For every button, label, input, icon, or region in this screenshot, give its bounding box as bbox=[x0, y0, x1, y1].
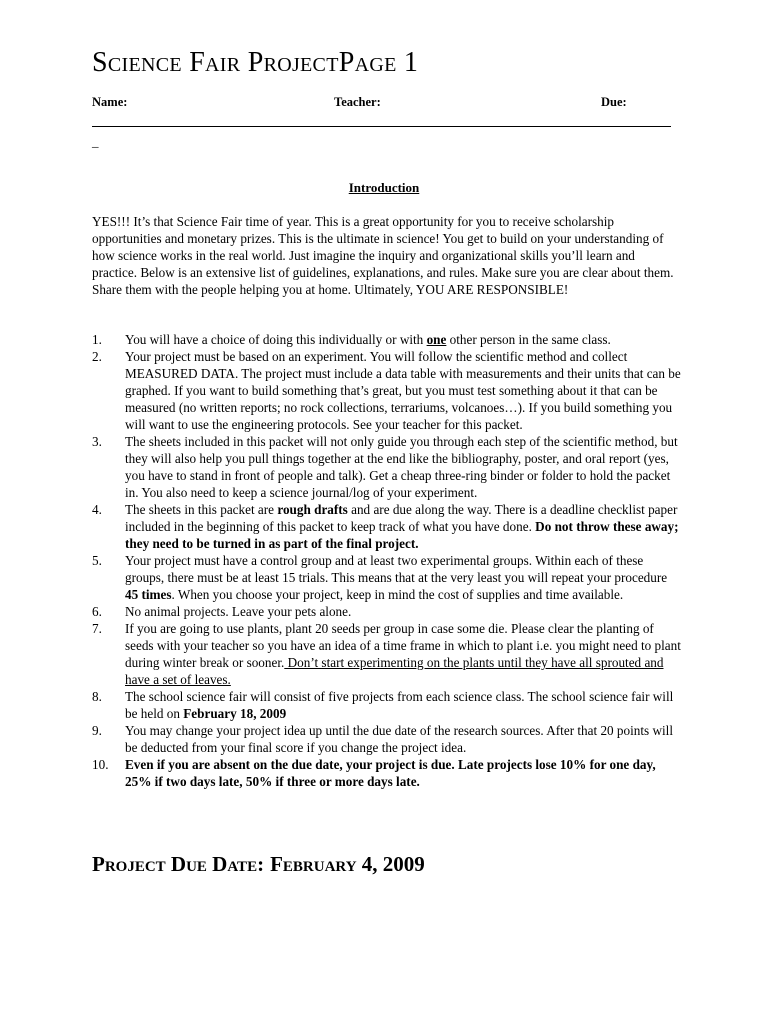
due-date-label: Project Due Date: bbox=[92, 852, 265, 876]
rule-number: 9. bbox=[92, 723, 102, 738]
divider-tail: _ bbox=[92, 134, 99, 149]
rule-text: . When you choose your project, keep in mind the cost of supplies and time available. bbox=[171, 587, 624, 602]
rule-text: Don’t start experimenting on the plants until they have all sprouted and have a set of leaves. bbox=[125, 655, 664, 687]
rule-text: one bbox=[426, 332, 447, 347]
rule-item bbox=[92, 331, 682, 348]
rule-text: You will have a choice of doing this individually or with bbox=[125, 332, 427, 347]
rule-text: Do not throw these away; they need to be turned in as part of the final project. bbox=[125, 519, 679, 551]
rule-text: and are due along the way. There is a deadline checklist paper included in the beginning of this packet to keep track of what you have done. bbox=[125, 502, 678, 534]
rule-text: No animal projects. Leave your pets alone. bbox=[125, 604, 352, 619]
header-fields bbox=[0, 95, 768, 113]
due-label: Due: bbox=[601, 95, 627, 109]
rule-item bbox=[92, 552, 682, 603]
introduction-heading: Introduction bbox=[348, 180, 420, 195]
due-date-value: February 4, 2009 bbox=[270, 852, 425, 876]
rule-text: rough drafts bbox=[277, 502, 348, 517]
rule-item bbox=[92, 433, 682, 501]
rule-number: 10. bbox=[92, 757, 109, 772]
rule-number: 1. bbox=[92, 332, 102, 347]
rule-item bbox=[92, 348, 682, 433]
rule-text: Your project must have a control group and at least two experimental groups. Within each of these groups, there must be at least 15 trials. This means that at the very least you will repeat your procedure bbox=[125, 553, 668, 585]
rule-text: The sheets in this packet are bbox=[125, 502, 278, 517]
rule-number: 4. bbox=[92, 502, 102, 517]
header-divider bbox=[92, 126, 671, 127]
rules-list bbox=[92, 331, 682, 790]
project-due-date bbox=[92, 852, 425, 877]
rule-text: The sheets included in this packet will not only guide you through each step of the scientific method, but they will also help you pull things together at the end like the bibliography, poster, and oral report (yes, you have to stand in front of people and talk). Get a cheap three-ring binder or folder to hold the packet in. You also need to keep a science journal/log of your experiment. bbox=[125, 434, 678, 500]
rule-item bbox=[92, 501, 682, 552]
rule-number: 8. bbox=[92, 689, 102, 704]
rule-item bbox=[92, 620, 682, 688]
rule-item bbox=[92, 603, 682, 620]
rule-number: 7. bbox=[92, 621, 102, 636]
rule-item bbox=[92, 688, 682, 722]
rule-text: February 18, 2009 bbox=[183, 706, 287, 721]
rule-number: 2. bbox=[92, 349, 102, 364]
rule-text: other person in the same class. bbox=[446, 332, 611, 347]
rule-text: Even if you are absent on the due date, your project is due. Late projects lose 10% for one day, 25% if two days late, 50% if three or more days late. bbox=[125, 757, 656, 789]
rule-text: If you are going to use plants, plant 20 seeds per group in case some die. Please clear the planting of seeds with your teacher so you have an idea of a time frame in which to plant i.e. you might need to plant during winter break or sooner. bbox=[125, 621, 681, 670]
name-label: Name: bbox=[92, 95, 128, 109]
rule-item bbox=[92, 722, 682, 756]
rule-text: Your project must be based on an experiment. You will follow the scientific method and collect MEASURED DATA. The project must include a data table with measurements and their units that can be graphed. If you want to build something that’s great, but you must test something about it that can be measured (no written reports; no rock collections, terrariums, volcanoes…). If you build something you will want to use the engineering protocols. See your teacher for this packet. bbox=[125, 349, 681, 432]
teacher-label: Teacher: bbox=[334, 95, 381, 109]
rule-number: 5. bbox=[92, 553, 102, 568]
rule-text: The school science fair will consist of five projects from each science class. The school science fair will be held on bbox=[125, 689, 674, 721]
rule-number: 6. bbox=[92, 604, 102, 619]
rule-number: 3. bbox=[92, 434, 102, 449]
introduction-paragraph: YES!!! It’s that Science Fair time of year. This is a great opportunity for you to receive scholarship opportunities and monetary prizes. This is the ultimate in science! You get to build on your understanding of how science works in the real world. Just imagine the inquiry and organizational skills you’ll learn and practice. Below is an extensive list of guidelines, explanations, and rules. Make sure you are clear about them. Share them with the people helping you at home. Ultimately, YOU ARE RESPONSIBLE! bbox=[92, 214, 674, 297]
page-title: Science Fair ProjectPage 1 bbox=[92, 47, 419, 78]
rule-item bbox=[92, 756, 682, 790]
rule-text: 45 times bbox=[125, 587, 172, 602]
rule-text: You may change your project idea up until the due date of the research sources. After that 20 points will be deducted from your final score if you change the project idea. bbox=[125, 723, 673, 755]
